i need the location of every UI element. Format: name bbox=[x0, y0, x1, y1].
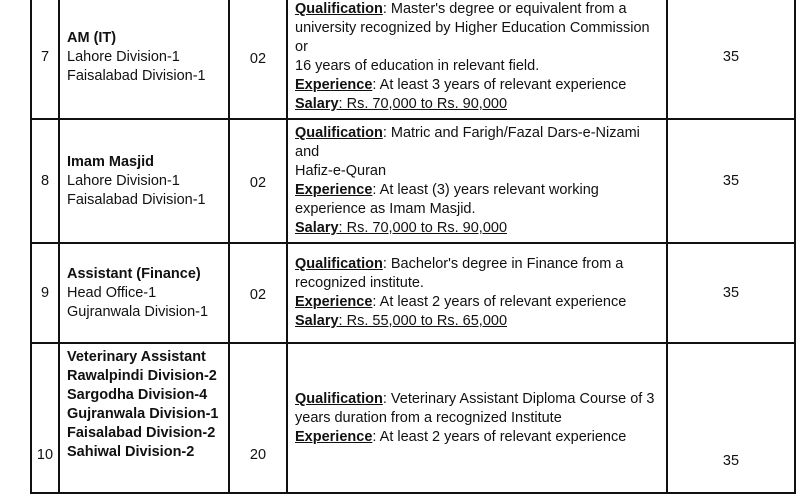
experience-text: : At least 2 years of relevant experience bbox=[372, 294, 627, 310]
post-location: Faisalabad Division-2 bbox=[67, 425, 216, 441]
serial-number-cell: 8 bbox=[31, 119, 59, 243]
post-cell bbox=[59, 0, 229, 119]
post-title: Imam Masjid bbox=[67, 153, 155, 170]
age-limit-cell: 35 bbox=[667, 119, 795, 243]
age-limit-cell: 35 bbox=[667, 343, 795, 493]
post-cell bbox=[59, 119, 229, 243]
age-limit-cell: 35 bbox=[667, 243, 795, 343]
post-location: Faisalabad Division-1 bbox=[67, 67, 206, 84]
post-title: Assistant (Finance) bbox=[67, 265, 201, 282]
requirements-cell bbox=[287, 343, 667, 493]
qualification-line bbox=[295, 255, 662, 274]
table-row bbox=[31, 243, 795, 343]
experience-text: : At least 3 years of relevant experience bbox=[372, 77, 627, 93]
experience-line bbox=[295, 293, 662, 312]
salary-label: Salary bbox=[295, 96, 339, 112]
vacancies-cell: 02 bbox=[229, 0, 287, 119]
post-location: Gujranwala Division-1 bbox=[67, 303, 209, 320]
qualification-label: Qualification bbox=[295, 125, 383, 141]
post-location: Lahore Division-1 bbox=[67, 48, 180, 65]
salary-label: Salary bbox=[295, 220, 339, 236]
qualification-text: recognized institute. bbox=[295, 275, 424, 291]
experience-text: : At least (3) years relevant working bbox=[372, 182, 599, 198]
table-row bbox=[31, 119, 795, 243]
salary-line bbox=[295, 95, 662, 114]
qualification-line bbox=[295, 390, 662, 409]
qualification-line bbox=[295, 162, 662, 181]
qualification-text: years duration from a recognized Institute bbox=[295, 410, 562, 426]
table-row bbox=[31, 343, 795, 493]
vacancies-cell: 20 bbox=[229, 343, 287, 493]
post-location: Gujranwala Division-1 bbox=[67, 406, 219, 422]
salary-text: : Rs. 70,000 to Rs. 90,000 bbox=[338, 96, 508, 112]
requirements-cell bbox=[287, 0, 667, 119]
qualification-line bbox=[295, 0, 662, 19]
post-cell bbox=[59, 343, 229, 493]
qualification-text: 16 years of education in relevant field. bbox=[295, 58, 540, 74]
qualification-line bbox=[295, 57, 662, 76]
qualification-text: : Bachelor's degree in Finance from a bbox=[382, 256, 624, 272]
serial-number-cell: 7 bbox=[31, 0, 59, 119]
post-cell bbox=[59, 243, 229, 343]
table-row bbox=[31, 0, 795, 119]
experience-text: : At least 2 years of relevant experience bbox=[372, 429, 627, 445]
post-location: Lahore Division-1 bbox=[67, 172, 180, 189]
salary-label: Salary bbox=[295, 313, 339, 329]
qualification-label: Qualification bbox=[295, 1, 383, 17]
post-location: Rawalpindi Division-2 bbox=[67, 368, 217, 384]
experience-text: experience as Imam Masjid. bbox=[295, 201, 476, 217]
salary-text: : Rs. 55,000 to Rs. 65,000 bbox=[338, 313, 508, 329]
age-limit-cell: 35 bbox=[667, 0, 795, 119]
vacancies-cell: 02 bbox=[229, 243, 287, 343]
experience-label: Experience bbox=[295, 182, 373, 198]
serial-number-cell: 10 bbox=[31, 343, 59, 493]
serial-number-cell: 9 bbox=[31, 243, 59, 343]
salary-line bbox=[295, 219, 662, 238]
experience-line bbox=[295, 428, 662, 447]
salary-text: : Rs. 70,000 to Rs. 90,000 bbox=[338, 220, 508, 236]
post-location: Faisalabad Division-1 bbox=[67, 191, 206, 208]
qualification-line bbox=[295, 274, 662, 293]
qualification-line bbox=[295, 409, 662, 428]
qualification-line bbox=[295, 124, 662, 162]
experience-label: Experience bbox=[295, 429, 373, 445]
requirements-cell bbox=[287, 243, 667, 343]
vacancies-cell: 02 bbox=[229, 119, 287, 243]
experience-line bbox=[295, 76, 662, 95]
job-vacancies-table bbox=[30, 0, 796, 494]
qualification-text: Hafiz-e-Quran bbox=[295, 163, 387, 179]
qualification-text: : Matric and Farigh/Fazal Dars-e-Nizami and bbox=[295, 125, 640, 160]
qualification-text: : Veterinary Assistant Diploma Course of 3 bbox=[382, 391, 655, 407]
qualification-label: Qualification bbox=[295, 256, 383, 272]
qualification-text: university recognized by Higher Education Commission or bbox=[295, 20, 650, 55]
experience-label: Experience bbox=[295, 294, 373, 310]
post-location: Sahiwal Division-2 bbox=[67, 444, 195, 460]
qualification-text: : Master's degree or equivalent from a bbox=[382, 1, 627, 17]
requirements-cell bbox=[287, 119, 667, 243]
salary-line bbox=[295, 312, 662, 331]
post-location: Head Office-1 bbox=[67, 284, 157, 301]
post-title: Veterinary Assistant bbox=[67, 349, 206, 365]
experience-label: Experience bbox=[295, 77, 373, 93]
post-title: AM (IT) bbox=[67, 29, 117, 46]
experience-line bbox=[295, 181, 662, 200]
qualification-line bbox=[295, 19, 662, 57]
qualification-label: Qualification bbox=[295, 391, 383, 407]
experience-line bbox=[295, 200, 662, 219]
post-location: Sargodha Division-4 bbox=[67, 387, 208, 403]
